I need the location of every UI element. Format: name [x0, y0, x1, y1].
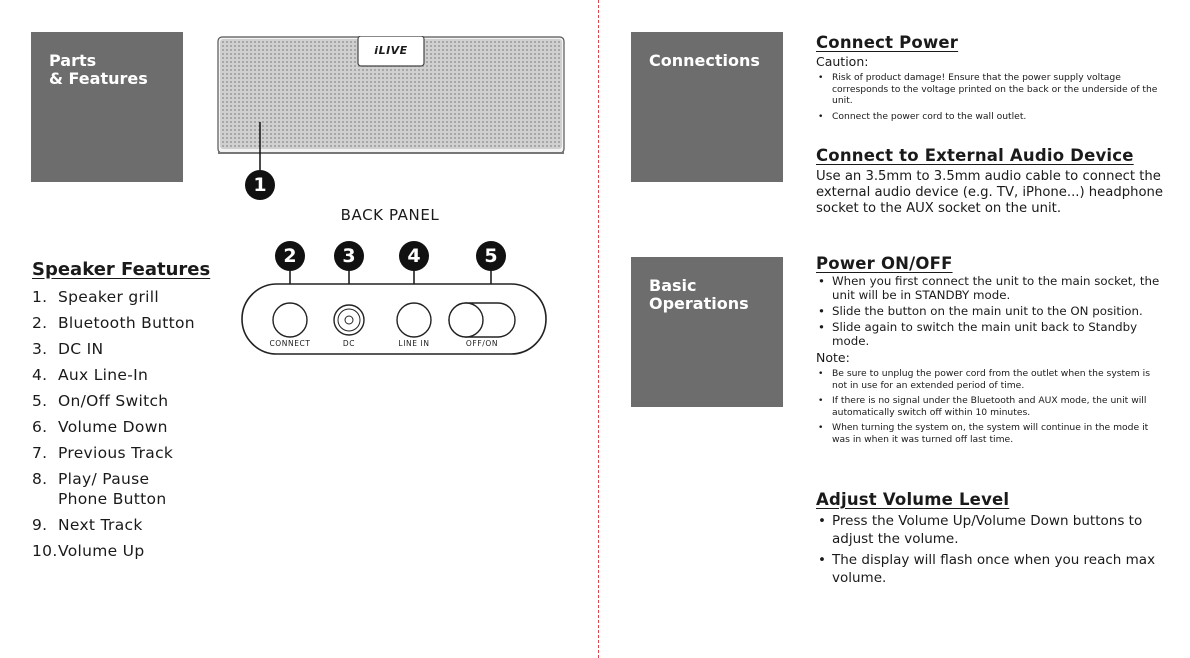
feature-item	[32, 466, 242, 509]
port-label-off-on: OFF/ON	[465, 339, 499, 348]
speaker-features-title: Speaker Features	[32, 259, 211, 280]
feature-number: 3.	[32, 340, 48, 358]
adjust-volume-section	[816, 490, 1168, 591]
feature-text: Play/ Pause	[58, 470, 150, 488]
parts-title-line2: & Features	[49, 69, 148, 88]
connect-power-title: Connect Power	[816, 33, 959, 52]
list-item: • Slide the button on the main unit to the ON position.	[816, 304, 1166, 318]
feature-number: 4.	[32, 366, 48, 384]
connections-box	[631, 32, 783, 182]
connections-label: Connections	[649, 51, 760, 70]
feature-text: Speaker grill	[58, 288, 160, 306]
list-item: • Be sure to unplug the power cord from the outlet when the system is not in use for an extended period of time.	[816, 368, 1166, 391]
port-label-line-in: LINE IN	[398, 339, 430, 348]
feature-text: Previous Track	[58, 444, 174, 462]
feature-text: Bluetooth Button	[58, 314, 195, 332]
feature-text: Next Track	[58, 516, 143, 534]
list-item: • Press the Volume Up/Volume Down buttons to adjust the volume.	[816, 513, 1168, 548]
caution-label: Caution:	[816, 54, 869, 69]
list-item: • If there is no signal under the Bluetooth and AUX mode, the unit will automatically switch off within 10 minutes.	[816, 395, 1166, 418]
feature-item	[32, 414, 242, 440]
adjust-volume-list	[816, 513, 1168, 587]
callout-4: 4	[399, 241, 429, 271]
connect-power-list	[816, 72, 1170, 122]
list-item: • The display will flash once when you reach max volume.	[816, 552, 1168, 587]
list-item: • Connect the power cord to the wall outlet.	[816, 111, 1170, 123]
features-list	[32, 284, 242, 564]
port-label-dc: DC	[342, 339, 356, 348]
connect-external-title: Connect to External Audio Device	[816, 146, 1134, 165]
feature-number: 5.	[32, 392, 48, 410]
notes-list	[816, 368, 1166, 445]
brand-logo: iLIVE	[374, 44, 408, 57]
note-label: Note:	[816, 350, 850, 365]
back-panel-label: BACK PANEL	[340, 206, 440, 224]
power-onoff-list	[816, 274, 1166, 348]
basic-operations-box	[631, 257, 783, 407]
power-onoff-title: Power ON/OFF	[816, 254, 953, 273]
connect-power-section	[816, 33, 1170, 126]
page-divider	[598, 0, 599, 658]
parts-features-box	[31, 32, 183, 182]
feature-item	[32, 538, 242, 564]
parts-title-line1: Parts	[49, 51, 97, 70]
callout-5: 5	[476, 241, 506, 271]
basic-label-line1: Basic	[649, 276, 697, 295]
feature-text: Aux Line-In	[58, 366, 149, 384]
feature-item	[32, 284, 242, 310]
feature-number: 7.	[32, 444, 48, 462]
callout-3: 3	[334, 241, 364, 271]
callout-1: 1	[245, 170, 275, 200]
feature-number: 2.	[32, 314, 48, 332]
feature-text: On/Off Switch	[58, 392, 169, 410]
feature-item	[32, 362, 242, 388]
list-item: • When you first connect the unit to the main socket, the unit will be in STANDBY mode.	[816, 274, 1166, 302]
speaker-features-section	[32, 259, 242, 564]
feature-item	[32, 310, 242, 336]
feature-number: 6.	[32, 418, 48, 436]
list-item: • Slide again to switch the main unit back to Standby mode.	[816, 320, 1166, 348]
feature-number: 10.	[32, 542, 58, 560]
list-item: • When turning the system on, the system will continue in the mode it was in when it was turned off last time.	[816, 422, 1166, 445]
port-label-connect: CONNECT	[269, 339, 311, 348]
connect-external-section	[816, 146, 1172, 217]
basic-label-line2: Operations	[649, 294, 749, 313]
feature-item	[32, 440, 242, 466]
feature-item	[32, 336, 242, 362]
feature-text: DC IN	[58, 340, 104, 358]
feature-text-continued: Phone Button	[58, 490, 167, 508]
feature-text: Volume Up	[58, 542, 145, 560]
feature-number: 1.	[32, 288, 48, 306]
feature-number: 8.	[32, 470, 48, 488]
callout-2: 2	[275, 241, 305, 271]
adjust-volume-title: Adjust Volume Level	[816, 490, 1010, 509]
feature-item	[32, 388, 242, 414]
connect-external-text: Use an 3.5mm to 3.5mm audio cable to connect the external audio device (e.g. TV, iPhone...) headphone socket to the AUX socket on the unit.	[816, 169, 1163, 216]
power-onoff-section	[816, 254, 1166, 449]
list-item: • Risk of product damage! Ensure that the power supply voltage corresponds to the voltage printed on the back or the underside of the unit.	[816, 72, 1170, 107]
feature-text: Volume Down	[58, 418, 168, 436]
feature-item	[32, 512, 242, 538]
feature-number: 9.	[32, 516, 48, 534]
